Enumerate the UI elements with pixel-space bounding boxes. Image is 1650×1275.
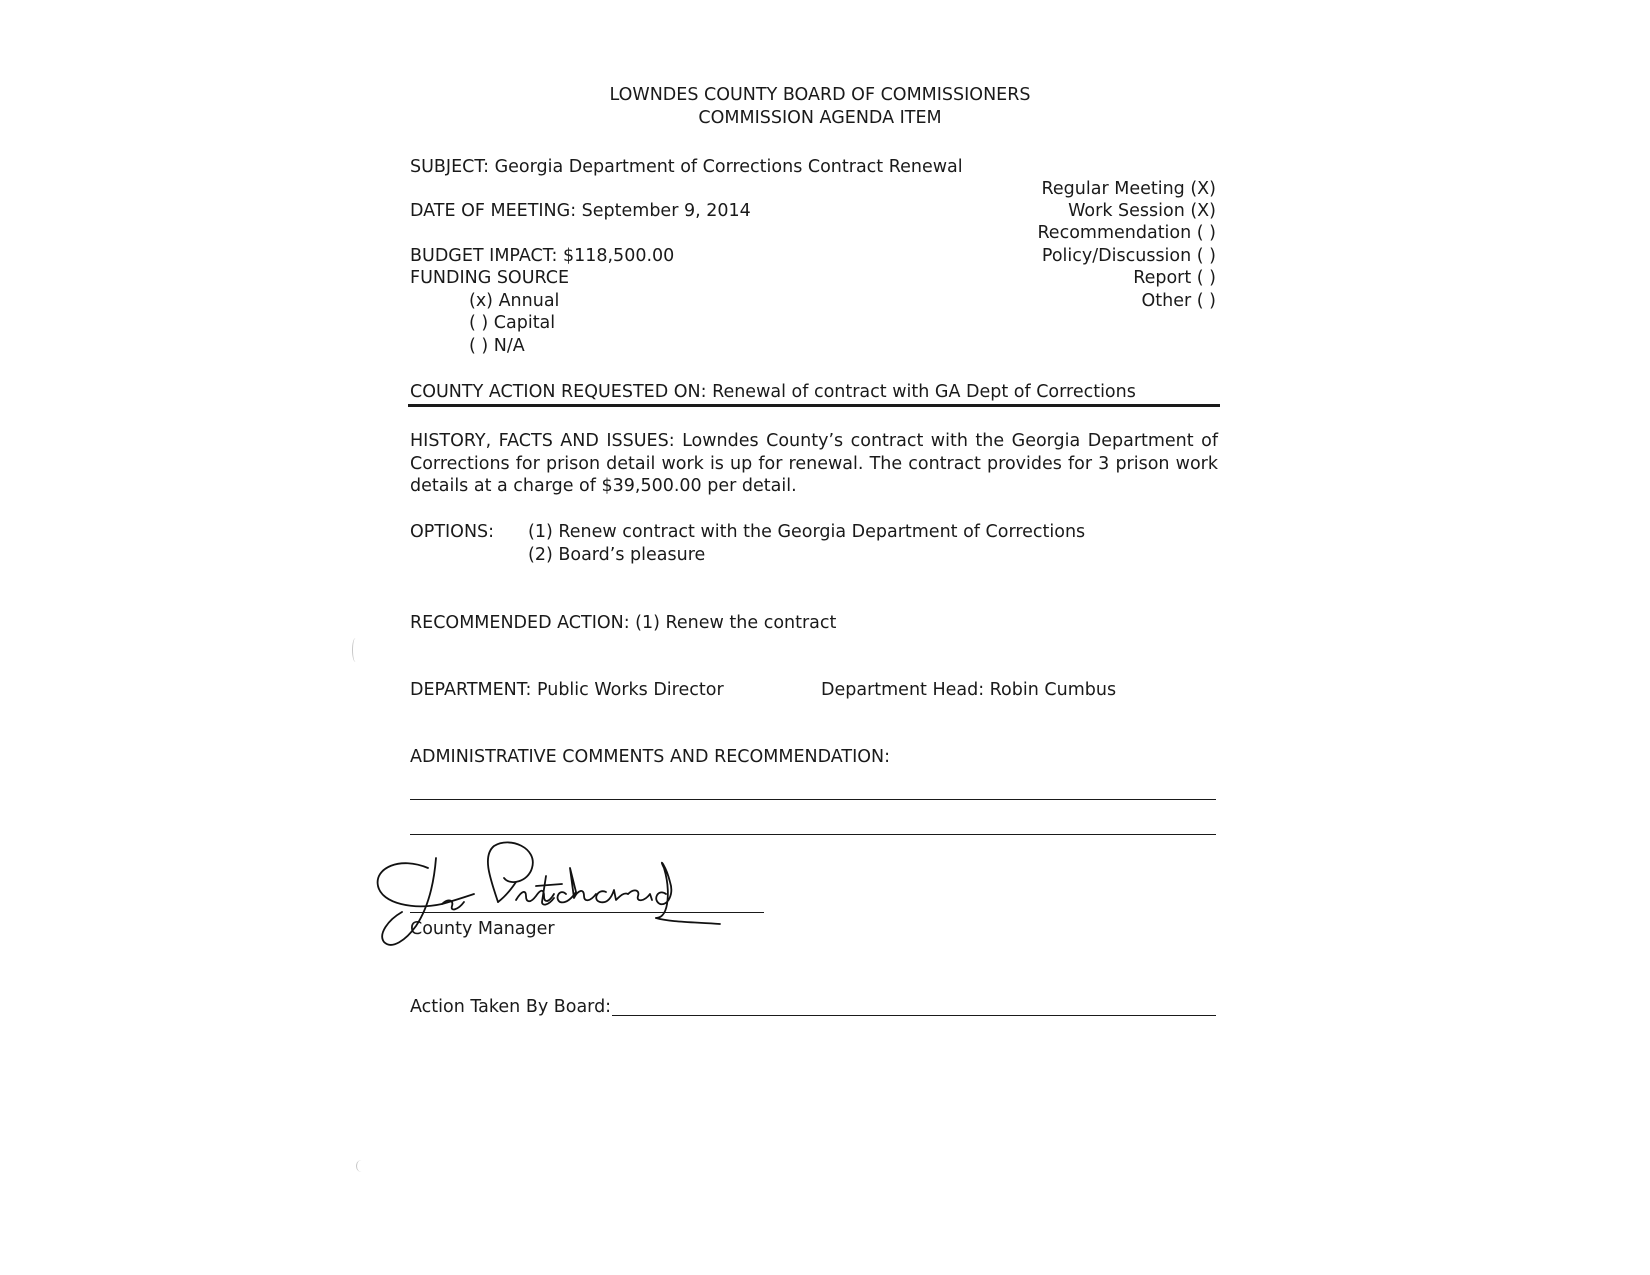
meeting-type-policy: Policy/Discussion ( ) — [1041, 246, 1216, 266]
section-divider — [408, 404, 1220, 407]
budget-impact: BUDGET IMPACT: $118,500.00 — [410, 246, 675, 266]
date-of-meeting: DATE OF MEETING: September 9, 2014 — [410, 201, 751, 221]
action-taken-line — [612, 1015, 1216, 1016]
subject: SUBJECT: Georgia Department of Corrections Contract Renewal — [410, 157, 963, 177]
signature-title: County Manager — [410, 919, 555, 939]
scan-mark — [352, 638, 359, 662]
header-line-1: LOWNDES COUNTY BOARD OF COMMISSIONERS — [609, 85, 1031, 105]
option-1: (1) Renew contract with the Georgia Department of Corrections — [528, 522, 1086, 542]
recommended-action: RECOMMENDED ACTION: (1) Renew the contract — [410, 613, 837, 633]
options-label: OPTIONS: — [410, 522, 495, 542]
meeting-type-other: Other ( ) — [1141, 291, 1216, 311]
handwritten-signature — [370, 838, 740, 958]
meeting-type-recommendation: Recommendation ( ) — [1037, 223, 1216, 243]
county-action-requested: COUNTY ACTION REQUESTED ON: Renewal of contract with GA Dept of Corrections — [410, 382, 1136, 402]
comment-line-1 — [410, 799, 1216, 800]
action-taken-label: Action Taken By Board: — [410, 997, 612, 1017]
scan-mark — [356, 1160, 367, 1172]
funding-option-annual: (x) Annual — [469, 291, 560, 311]
department: DEPARTMENT: Public Works Director — [410, 680, 724, 700]
comment-line-2 — [410, 834, 1216, 835]
funding-option-capital: ( ) Capital — [469, 313, 556, 333]
funding-source-label: FUNDING SOURCE — [410, 268, 570, 288]
meeting-type-work-session: Work Session (X) — [1068, 201, 1216, 221]
history-facts-issues: HISTORY, FACTS AND ISSUES: Lowndes County’s contract with the Georgia Department of Corrections for prison detail work is up for renewal. The contract provides for 3 prison work details at a charge of $39,500.00 per detail. — [410, 431, 1218, 496]
department-head: Department Head: Robin Cumbus — [821, 680, 1117, 700]
admin-comments-label: ADMINISTRATIVE COMMENTS AND RECOMMENDATION: — [410, 747, 891, 767]
option-2: (2) Board’s pleasure — [528, 545, 706, 565]
meeting-type-regular: Regular Meeting (X) — [1041, 179, 1216, 199]
meeting-type-report: Report ( ) — [1133, 268, 1216, 288]
header-line-2: COMMISSION AGENDA ITEM — [698, 108, 942, 128]
funding-option-na: ( ) N/A — [469, 336, 525, 356]
